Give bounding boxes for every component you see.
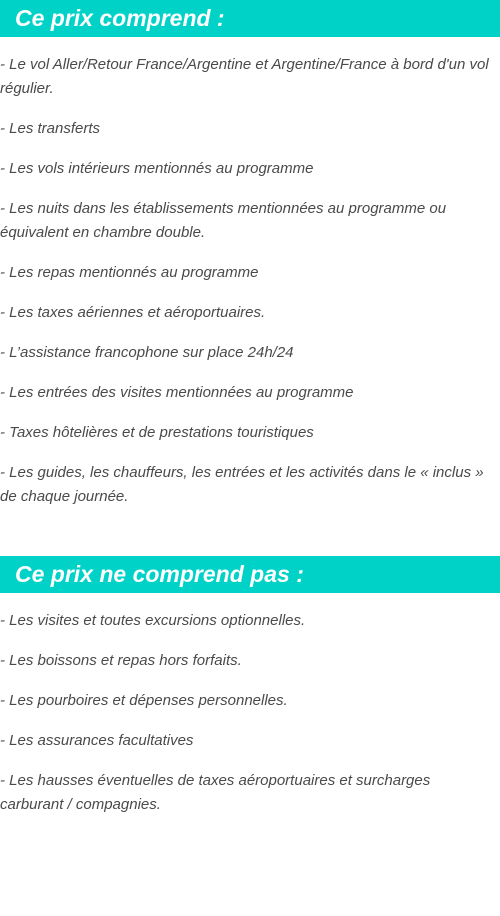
included-item: - Le vol Aller/Retour France/Argentine et Argentine/France à bord d'un vol régulier. — [0, 56, 489, 97]
included-section-header — [0, 0, 500, 37]
excluded-item: - Les hausses éventuelles de taxes aéroportuaires et surcharges carburant / compagnies. — [0, 772, 431, 813]
excluded-item: - Les assurances facultatives — [0, 732, 194, 749]
included-section-title: Ce prix comprend : — [15, 5, 225, 31]
excluded-section-header — [0, 556, 500, 593]
excluded-items-list — [0, 593, 500, 817]
section-spacer — [0, 525, 500, 556]
included-item: - Les guides, les chauffeurs, les entrées et les activités dans le « inclus » de chaque journée. — [0, 464, 484, 505]
included-item: - Les transferts — [0, 120, 101, 137]
included-item: - Les vols intérieurs mentionnés au programme — [0, 160, 314, 177]
included-item: - Les taxes aériennes et aéroportuaires. — [0, 304, 266, 321]
included-item: - Les entrées des visites mentionnées au programme — [0, 384, 354, 401]
excluded-item: - Les pourboires et dépenses personnelles. — [0, 692, 288, 709]
included-items-list — [0, 37, 500, 509]
excluded-item: - Les visites et toutes excursions optionnelles. — [0, 612, 306, 629]
excluded-item: - Les boissons et repas hors forfaits. — [0, 652, 242, 669]
included-item: - L’assistance francophone sur place 24h/24 — [0, 344, 294, 361]
included-item: - Les nuits dans les établissements mentionnées au programme ou équivalent en chambre double. — [0, 200, 447, 241]
excluded-section-title: Ce prix ne comprend pas : — [15, 561, 304, 587]
included-item: - Les repas mentionnés au programme — [0, 264, 259, 281]
included-item: - Taxes hôtelières et de prestations touristiques — [0, 424, 314, 441]
